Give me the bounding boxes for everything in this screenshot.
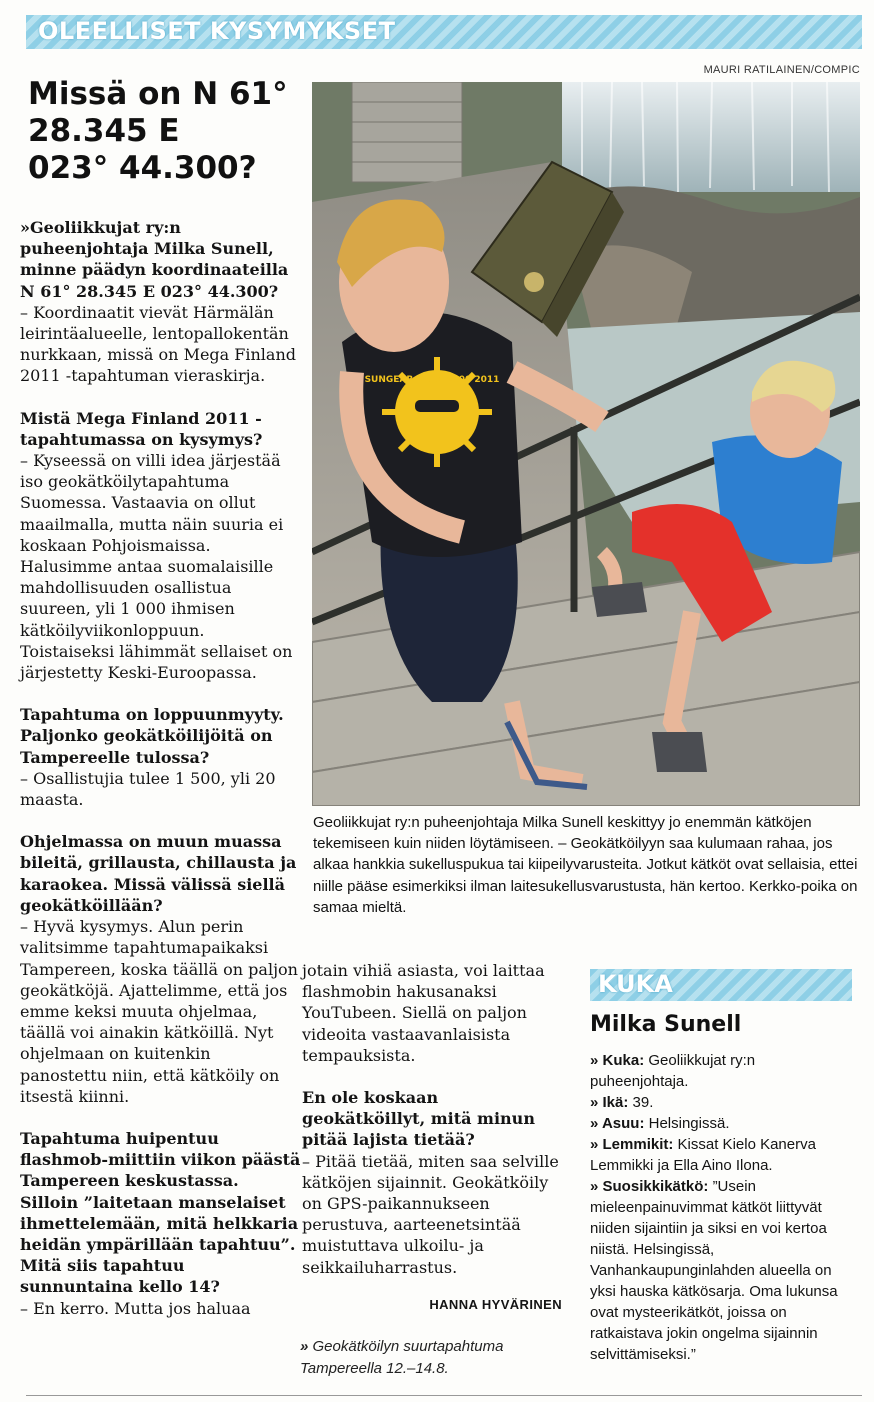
profile-fact: » Kuka: Geoliikkujat ry:n puheenjohtaja. [590, 1052, 756, 1090]
question-2: Mistä Mega Finland 2011 -tapahtumassa on kysymys? [20, 408, 263, 449]
qa-column-1 [20, 217, 302, 1319]
photo-caption: Geoliikkujat ry:n puheenjohtaja Milka Sunell keskittyy jo enemmän kätköjen tekemiseen kuin niiden löytämiseen. – Geokätköilyyn saa kulumaan rahaa, jos alkaa hankkia sukelluspukua tai kiipeilyvarusteita. Jotkut kätköt ovat sellaisia, ettei niille pääse esimerkiksi ilman laitesukellusvarustusta, hän kertoo. Kerkko-poika on samaa mieltä. [313, 814, 858, 916]
tshirt-text: SUNGEAR GCYA 2000 2011 [364, 375, 500, 385]
answer-3: – Osallistujia tulee 1 500, yli 20 maasta. [20, 768, 276, 810]
article-photo [312, 82, 860, 806]
photo-credit: MAURI RATILAINEN/COMPIC [703, 64, 860, 76]
section-banner [26, 15, 862, 49]
kuka-banner [590, 969, 852, 1001]
chevron-icon: » [590, 1178, 603, 1195]
question-6: En ole koskaan geokätköillyt, mitä minun pitää lajista tietää? [302, 1088, 535, 1150]
profile-fact: » Ikä: 39. [590, 1094, 654, 1111]
question-1: »Geoliikkujat ry:n puheenjohtaja Milka Sunell, minne päädyn koordinaateilla N 61° 28.345 E 023° 44.300? [20, 218, 289, 301]
qa-column-2 [302, 960, 564, 1278]
profile-fact: » Asuu: Helsingissä. [590, 1115, 730, 1132]
chevron-icon: » [590, 1136, 603, 1153]
headline: Missä on N 61° 28.345 E 023° 44.300? [28, 76, 288, 186]
answer-5-continuation: jotain vihiä asiasta, voi laittaa flashmobin hakusanaksi YouTubeen. Siellä on paljon videoita vastaavanlaisista tempauksista. [302, 961, 545, 1065]
question-3: Tapahtuma on loppuunmyyty. Paljonko geokätköilijöitä on Tampereelle tulossa? [20, 705, 284, 767]
chevron-icon: » [300, 1338, 313, 1355]
kuka-banner-label: KUKA [598, 970, 673, 998]
profile-name: Milka Sunell [590, 1012, 742, 1037]
byline: HANNA HYVÄRINEN [429, 1297, 562, 1312]
question-5: Tapahtuma huipentuu flashmob-miittiin viikon päästä Tampereen keskustassa. Silloin ”laitetaan manselaiset ihmettelemään, mitä helkkaria heidän ympärillään tapahtuu”. Mitä siis tapahtuu sunnuntaina kello 14? [20, 1128, 301, 1297]
answer-2: – Kyseessä on villi idea järjestää iso geokätköilytapahtuma Suomessa. Vastaavia on ollut maailmalla, mutta näin suuria ei koskaan Pohjoismaissa. Halusimme antaa suomalaisille mahdollisuuden osallistua suureen, yli 1 000 ihmisen kätköilyviikonloppuun. Toistaiseksi lähimmät sellaiset on järjestetty Keski-Euroopassa. [20, 451, 293, 683]
profile-facts [590, 1050, 854, 1365]
profile-fact: » Lemmikit: Kissat Kielo Kanerva Lemmikki ja Ella Aino Ilona. [590, 1136, 816, 1174]
answer-6: – Pitää tietää, miten saa selville kätköjen sijainnit. Geokätköily on GPS-paikannukseen perustuva, aarteenetsintää muistuttava ulkoilu- ja seikkailuharrastus. [302, 1151, 559, 1277]
teaser: » Geokätköilyn suurtapahtuma Tampereella 12.–14.8. [300, 1338, 504, 1377]
chevron-icon: » [590, 1115, 602, 1132]
profile-fact: » Suosikkikätkö: ”Usein mieleenpainuvimmat kätköt liittyvät niiden sijaintiin ja siksi en voi kertoa niistä. Helsingissä, Vanhankaupunginlahden alueella on yksi hauska kätkösarja. Oma lukunsa ovat mysteerikätköt, joissa on ratkaistava jokin ongelma sijainnin selvittämiseksi.” [590, 1178, 838, 1363]
answer-1: – Koordinaatit vievät Härmälän leirintäalueelle, lentopallokentän nurkkaan, missä on Mega Finland 2011 -tapahtuman vieraskirja. [20, 302, 297, 386]
bottom-rule [26, 1395, 862, 1396]
chevron-icon: » [20, 218, 30, 237]
chevron-icon: » [590, 1094, 603, 1111]
question-4: Ohjelmassa on muun muassa bileitä, grillausta, chillausta ja karaokea. Missä välissä siellä geokätköillään? [20, 832, 297, 915]
answer-4: – Hyvä kysymys. Alun perin valitsimme tapahtumapaikaksi Tampereen, koska täällä on paljon geokätköjä. Ajattelimme, että jos emme keksi muuta ohjelmaa, täällä voi ainakin kätköillä. Nyt ohjelmaan on kuitenkin panostettu niin, että kätköily on itsestä kiinni. [20, 917, 298, 1106]
section-banner-label: OLEELLISET KYSYMYKSET [38, 17, 396, 45]
photo-illustration [312, 82, 860, 806]
answer-5: – En kerro. Mutta jos haluaa [20, 1298, 251, 1318]
chevron-icon: » [590, 1052, 603, 1069]
